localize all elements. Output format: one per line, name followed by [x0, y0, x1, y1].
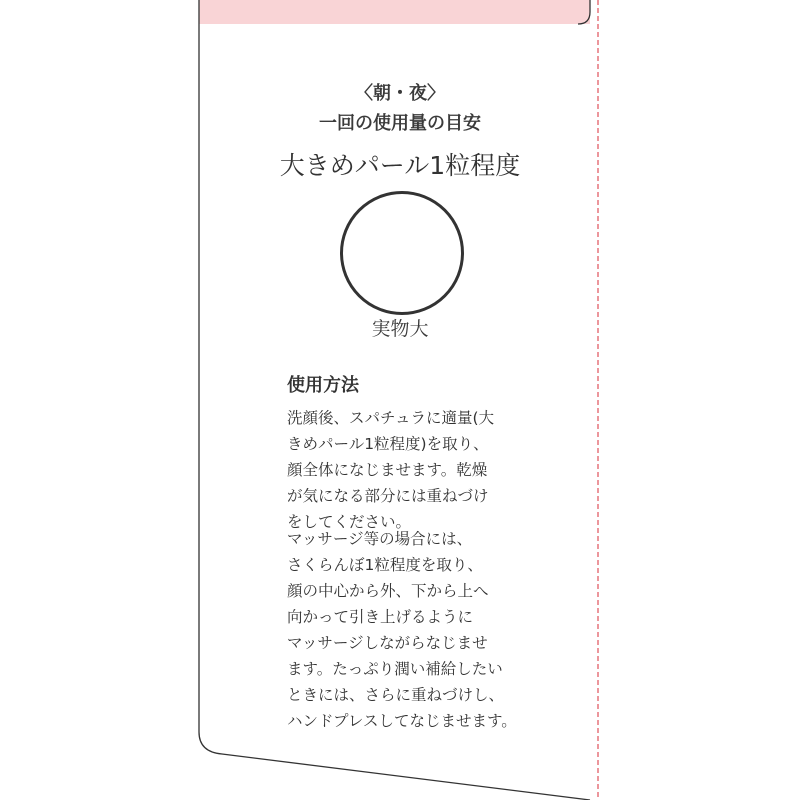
paragraph-line: ハンドプレスしてなじませます。: [287, 712, 517, 730]
amount-value: 大きめパール1粒程度: [279, 151, 521, 180]
paragraph-line: マッサージしながらなじませ: [287, 634, 488, 652]
paragraph-line: マッサージ等の場合には、: [287, 530, 473, 548]
usage-paragraph-1: [287, 405, 527, 535]
paragraph-line: 洗顔後、スパチュラに適量(大: [287, 409, 495, 427]
usage-paragraph-2: [287, 526, 527, 734]
paragraph-line: 向かって引き上げるように: [287, 608, 474, 626]
paragraph-line: をしてください。: [287, 513, 412, 531]
top-pink-band: [199, 0, 590, 24]
usage-title: 使用方法: [287, 375, 359, 396]
paragraph-line: きめパール1粒程度)を取り、: [287, 435, 489, 453]
paragraph-line: が気になる部分には重ねづけ: [287, 487, 489, 505]
amount-label: 一回の使用量の目安: [319, 113, 481, 134]
actual-size-caption: 実物大: [371, 318, 429, 340]
paragraph-line: 顔全体になじませます。乾燥: [287, 461, 488, 479]
actual-size-circle: [340, 191, 464, 315]
paragraph-line: ます。たっぷり潤い補給したい: [287, 660, 503, 678]
paragraph-line: ときには、さらに重ねづけし、: [287, 686, 505, 704]
usage-timing: 〈朝・夜〉: [355, 83, 445, 104]
paragraph-line: 顔の中心から外、下から上へ: [287, 582, 489, 600]
paragraph-line: さくらんぼ1粒程度を取り、: [287, 556, 483, 574]
